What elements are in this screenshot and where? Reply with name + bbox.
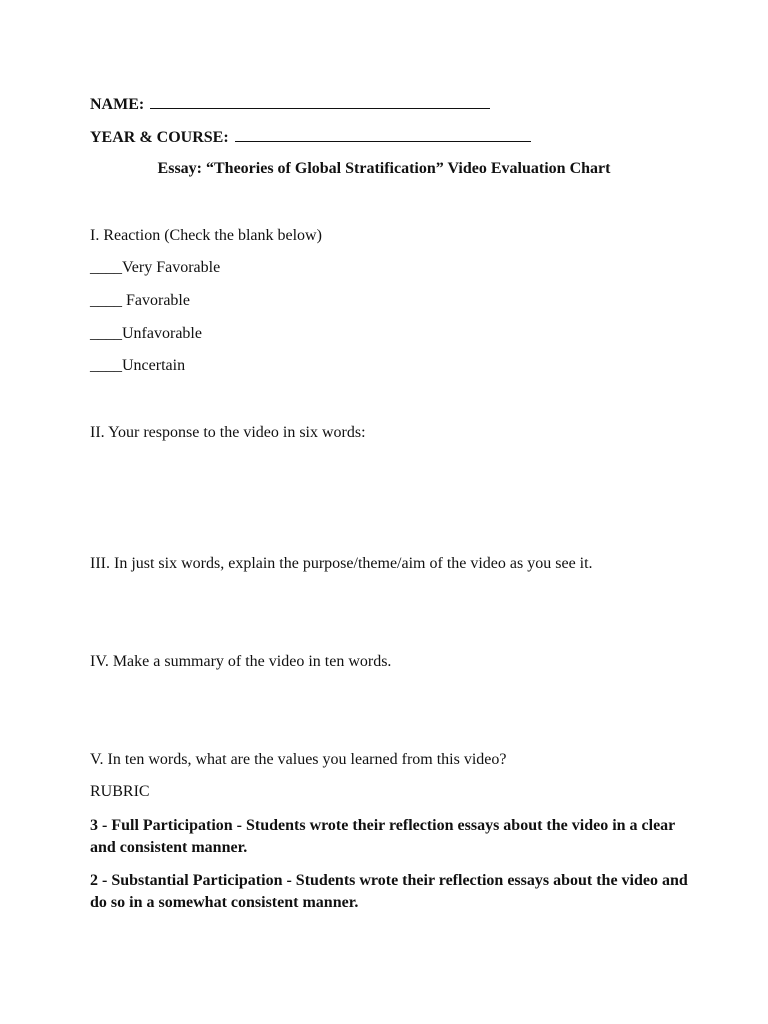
name-row [90,94,490,115]
rubric-item-substantial-participation: 2 - Substantial Participation - Students wrote their reflection essays about the video and do so in a somewhat consistent manner. [90,872,688,911]
document-title: Essay: “Theories of Global Stratification” Video Evaluation Chart [157,160,611,177]
year-course-row [90,127,531,148]
year-course-label: YEAR & COURSE: [90,129,229,146]
reaction-option-uncertain: ____Uncertain [90,357,186,374]
section-4-heading: IV. Make a summary of the video in ten words. [90,653,392,670]
section-2-heading: II. Your response to the video in six words: [90,424,366,441]
rubric-heading: RUBRIC [90,783,150,800]
name-field-line [150,94,490,109]
section-3-heading: III. In just six words, explain the purpose/theme/aim of the video as you see it. [90,555,593,572]
section-5-heading: V. In ten words, what are the values you learned from this video? [90,751,507,768]
reaction-option-very-favorable: ____Very Favorable [90,259,221,276]
name-label: NAME: [90,96,145,113]
section-1-heading: I. Reaction (Check the blank below) [90,227,322,244]
rubric-item-full-participation: 3 - Full Participation - Students wrote their reflection essays about the video in a clear and consistent manner. [90,817,675,856]
reaction-option-unfavorable: ____Unfavorable [90,325,202,342]
reaction-option-favorable: ____ Favorable [90,292,190,309]
year-course-field-line [235,127,531,142]
